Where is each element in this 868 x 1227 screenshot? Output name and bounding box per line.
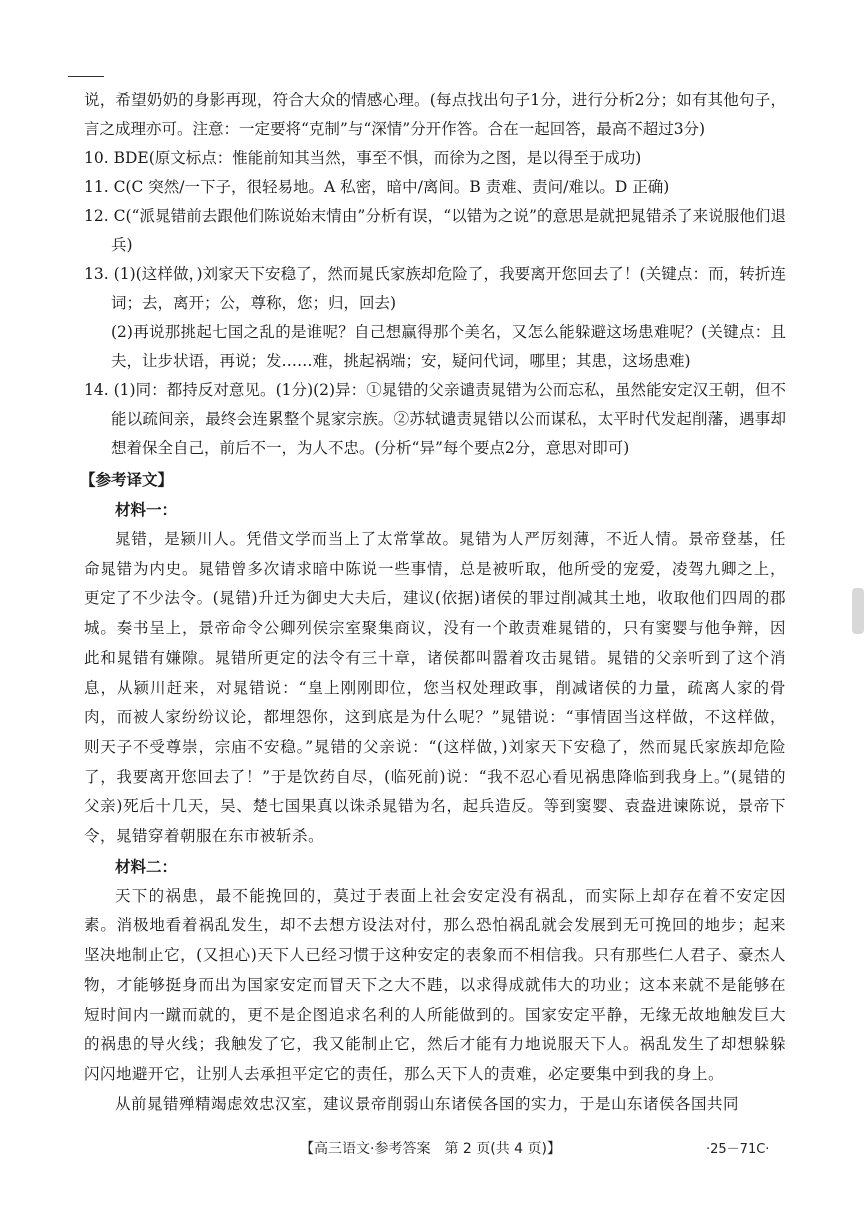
footer-page-info: 【高三语文·参考答案 第 2 页(共 4 页)】 [300, 1141, 561, 1157]
top-rule [68, 76, 104, 77]
material-2-text: 天下的祸患，最不能挽回的，莫过于表面上社会安定没有祸乱，而实际上却存在着不安定因素。消极地看着祸乱发生，却不去想方设法对付，那么恐怕祸乱就会发展到无可挽回的地步；起来坚决地制止它，(又担心)天下人已经习惯于这种安定的表象而不相信我。只有那些仁人君子、豪杰人物，才能够挺身而出为国家安定而冒天下之大不韪，以求得成就伟大的功业；这本来就不是能够在短时间内一蹴而就的，更不是企图追求名利的人所能做到的。国家安定平静，无缘无故地触发巨大的祸患的导火线；我触发了它，我又能制止它，然后才能有力地说服天下人。祸乱发生了却想躲躲闪闪地避开它，让别人去承担平定它的责任，那么天下人的责难，必定要集中到我的身上。 [84, 886, 786, 1083]
footer-code: ·25－71C· [706, 1142, 770, 1157]
material-1-text: 晁错，是颍川人。凭借文学而当上了太常掌故。晁错为人严厉刻薄，不近人情。景帝登基，任命晁错为内史。晁错曾多次请求暗中陈说一些事情，总是被听取，他所受的宠爱，凌驾九卿之上，更定了不少法令。(晁错)升迁为御史大夫后，建议(依据)诸侯的罪过削减其土地，收取他们四周的郡城。奏书呈上，景帝命令公卿列侯宗室聚集商议，没有一个敢责难晁错的，只有窦婴与他争辩，因此和晁错有嫌隙。晁错所更定的法令有三十章，诸侯都叫嚣着攻击晁错。晁错的父亲听到了这个消息，从颍川赶来，对晁错说：“皇上刚刚即位，您当权处理政事，削减诸侯的力量，疏离人家的骨肉，而被人家纷纷议论，都埋怨你，这到底是为什么呢？”晁错说：“事情固当这样做，不这样做，则天子不受尊崇，宗庙不安稳。”晁错的父亲说：“(这样做，)刘家天下安稳了，然而晁氏家族却危险了，我要离开您回去了！”于是饮药自尽，(临死前)说：“我不忍心看见祸患降临到我身上。”(晁错的父亲)死后十几天，吴、楚七国果真以诛杀晁错为名，起兵造反。等到窦婴、袁盎进谏陈说，景帝下令，晁错穿着朝服在东市被斩杀。 [84, 530, 786, 846]
answer-q10: 10. BDE(原文标点：惟能前知其当然，事至不惧，而徐为之图，是以得至于成功) [84, 149, 642, 167]
page-edge-mark [852, 588, 864, 634]
material-1-label: 材料一： [115, 501, 178, 519]
answer-q12: 12. C(“派晁错前去跟他们陈说始末情由”分析有误，“以错为之说”的意思是就把晁错杀了来说服他们退兵) [84, 207, 786, 254]
answer-q14: 14. (1)同：都持反对意见。(1分)(2)异：①晁错的父亲谴责晁错为公而忘私，虽然能安定汉王朝，但不能以疏间亲，最终会连累整个晁家宗族。②苏轼谴责晁错以公而谋私，太平时代发起削藩，遇事却想着保全自己，前后不一，为人不忠。(分析“异”每个要点2分，意思对即可) [84, 381, 786, 457]
material-2-text-continued: 从前晁错殚精竭虑效忠汉室，建议景帝削弱山东诸侯各国的实力，于是山东诸侯各国共同 [115, 1094, 740, 1113]
answer-q13-1: 13. (1)(这样做，)刘家天下安稳了，然而晁氏家族却危险了，我要离开您回去了！(关键点：而，转折连词；去，离开；公，尊称，您；归，回去) [84, 265, 786, 312]
answer-q13-2: (2)再说那挑起七国之乱的是谁呢？自己想赢得那个美名，又怎么能躲避这场患难呢？(关键点：且夫，让步状语，再说；发……难，挑起祸端；安，疑问代词，哪里；其患，这场患难) [111, 323, 786, 370]
material-2-label: 材料二： [115, 857, 178, 876]
answer-continuation: 说，希望奶奶的身影再现，符合大众的情感心理。(每点找出句子1分，进行分析2分；如有其他句子，言之成理亦可。注意：一定要将“克制”与“深情”分开作答。合在一起回答，最高不超过3分) [84, 91, 786, 138]
page-content [80, 86, 786, 1119]
reference-translation-title: 【参考译文】 [80, 471, 174, 489]
page-footer [0, 1138, 868, 1162]
answer-q11: 11. C(C 突然/一下子，很轻易地。A 私密，暗中/离间。B 责难、责问/难以。D 正确) [84, 178, 670, 196]
